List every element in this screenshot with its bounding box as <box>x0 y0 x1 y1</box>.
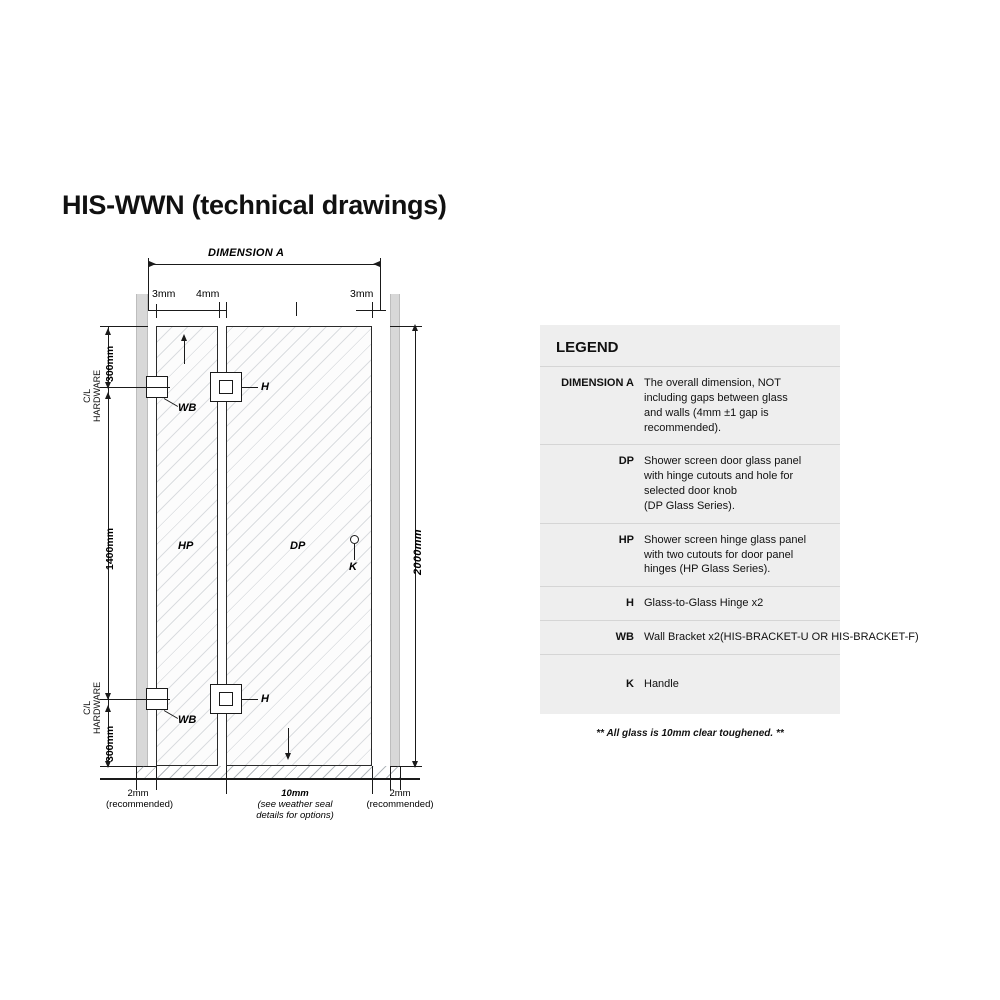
label-wb-bottom: WB <box>178 714 197 726</box>
legend-row-dp <box>540 444 840 522</box>
legend-note: ** All glass is 10mm clear toughened. ** <box>540 714 840 753</box>
label-handle: K <box>349 561 357 573</box>
dimension-a-label: DIMENSION A <box>208 247 285 259</box>
left-dim-arrow-c <box>105 392 111 399</box>
legend-title: LEGEND <box>556 339 619 356</box>
hp-inner-arrow-head <box>181 334 187 341</box>
hinge-top-inner <box>219 380 233 394</box>
cl-hardware-top: C/L HARDWARE <box>82 369 103 422</box>
legend-key: DP <box>618 455 634 468</box>
legend-desc: Handle <box>644 677 679 690</box>
legend-key: WB <box>615 631 634 644</box>
page-title: HIS-WWN (technical drawings) <box>62 190 447 220</box>
bottom-right-gap-value: 2mm <box>389 788 411 799</box>
bottom-left-gap-note: (recommended) <box>106 799 174 810</box>
legend-key: HP <box>618 533 634 546</box>
legend-key: K <box>626 677 634 690</box>
legend-desc: Wall Bracket x2(HIS-BRACKET-U OR HIS-BRACKET-F) <box>644 631 919 644</box>
left-dim-1400: 1400mm <box>104 527 116 570</box>
label-hinge-bottom: H <box>261 693 269 705</box>
legend-desc: Shower screen door glass panel with hinge cutouts and hole for selected door knob (DP Glass Series). <box>644 455 802 512</box>
legend-key: DIMENSION A <box>561 377 634 389</box>
label-wb-top: WB <box>178 402 197 414</box>
floor-hatch <box>136 766 400 778</box>
gap-tick-1 <box>156 304 157 318</box>
legend-desc: Shower screen hinge glass panel with two cutouts for door panel hinges (HP Glass Series). <box>644 533 807 576</box>
gap-dim-line-left <box>148 310 184 311</box>
dimension-a-right-ext <box>380 258 381 310</box>
left-dim-arrow-f <box>105 761 111 768</box>
bottom-left-gap <box>106 788 174 810</box>
bottom-center-gap <box>235 788 355 821</box>
dimension-a-line <box>148 264 380 265</box>
hinge-bottom-leader <box>242 699 258 700</box>
legend-row-wb <box>540 620 919 654</box>
left-dim-300-top: 300mm <box>104 345 116 382</box>
right-wall <box>390 294 400 766</box>
label-dp: DP <box>290 540 306 552</box>
legend-row-h <box>540 586 840 620</box>
label-hinge-top: H <box>261 381 269 393</box>
legend-desc: Glass-to-Glass Hinge x2 <box>644 597 764 610</box>
bottom-right-gap-note: (recommended) <box>366 799 434 810</box>
gap-left-label: 3mm <box>152 288 176 300</box>
bottom-tick-mid-a <box>226 766 227 794</box>
gap-tick-5 <box>372 302 373 318</box>
knob-leader <box>354 544 355 560</box>
label-hp: HP <box>178 540 194 552</box>
gap-dim-line-right <box>356 310 386 311</box>
hinge-top-leader <box>242 387 258 388</box>
overall-height-top-ext <box>390 326 422 327</box>
hinge-bottom-inner <box>219 692 233 706</box>
door-knob <box>350 535 359 544</box>
technical-drawing <box>60 247 480 850</box>
gap-right-label: 3mm <box>350 288 374 300</box>
bottom-tick-right-a <box>390 766 391 790</box>
bottom-tick-left-b <box>156 766 157 790</box>
gap-tick-2 <box>219 302 220 318</box>
legend-key: H <box>626 597 634 610</box>
legend-panel <box>540 325 919 753</box>
left-dim-arrow-b <box>105 382 111 389</box>
left-dim-arrow-e <box>105 705 111 712</box>
bottom-center-gap-value: 10mm <box>281 788 309 799</box>
legend-row-dimension-a <box>540 366 840 444</box>
bottom-left-gap-value: 2mm <box>127 788 149 799</box>
dimension-a-arrow-left <box>149 261 156 267</box>
bottom-center-gap-note: (see weather seal details for options) <box>256 799 334 821</box>
dimension-a-arrow-right <box>373 261 380 267</box>
overall-height-label: 2000mm <box>412 529 424 575</box>
left-dim-300-bottom: 300mm <box>104 725 116 762</box>
legend-row-hp <box>540 523 840 587</box>
gap-tick-3 <box>226 302 227 318</box>
gap-tick-4 <box>296 302 297 316</box>
left-dim-ext-0 <box>100 326 148 327</box>
legend-row-k <box>540 654 840 714</box>
bottom-tick-right-b <box>400 766 401 790</box>
left-dim-arrow-a <box>105 328 111 335</box>
legend-desc: The overall dimension, NOT including gaps between glass and walls (4mm ±1 gap is recommended). <box>644 377 788 434</box>
bottom-tick-left-a <box>136 766 137 790</box>
dp-inner-arrow-head <box>285 753 291 760</box>
left-dim-arrow-d <box>105 693 111 700</box>
bottom-right-gap <box>360 788 440 810</box>
cl-hardware-bottom: C/L HARDWARE <box>82 681 103 734</box>
gap-mid-label: 4mm <box>196 288 220 300</box>
